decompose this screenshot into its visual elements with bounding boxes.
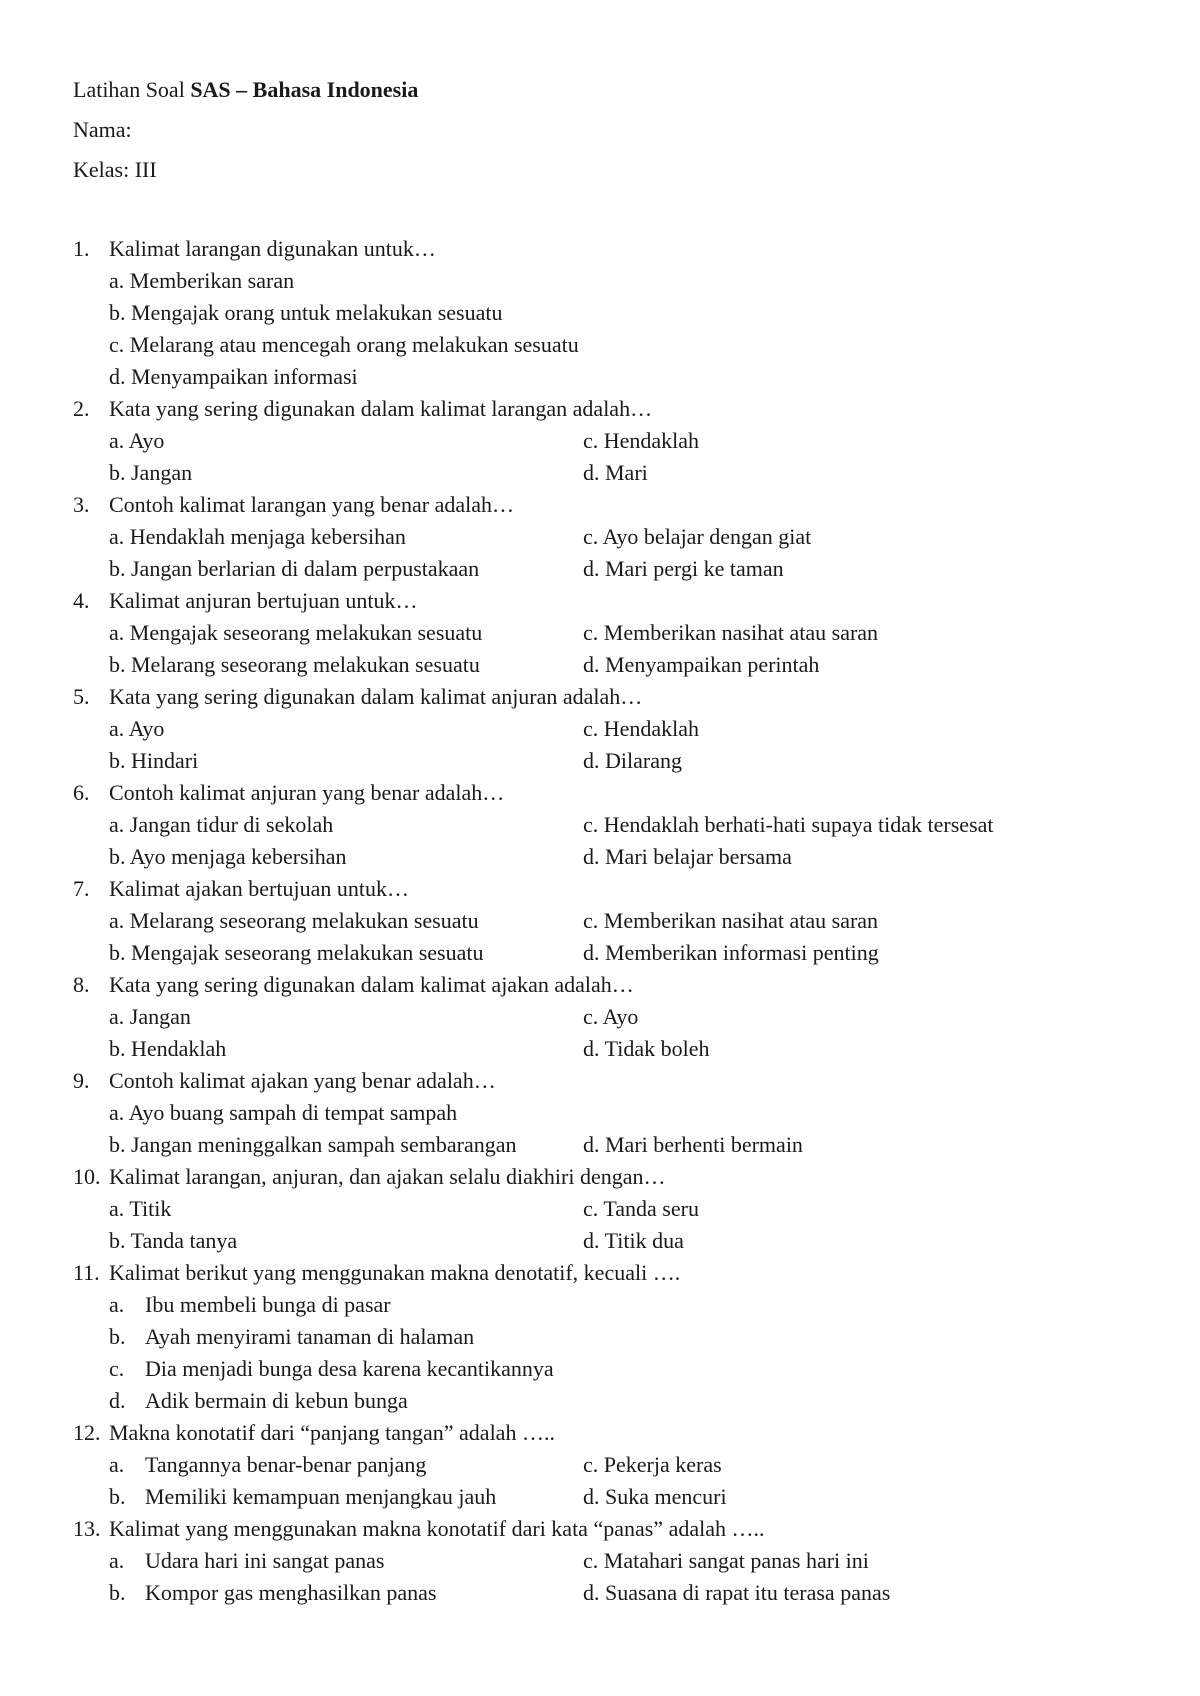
option-row xyxy=(73,713,1133,745)
option-text: Adik bermain di kebun bunga xyxy=(145,1388,408,1413)
option-row xyxy=(73,1449,1133,1481)
question-number: 6. xyxy=(73,780,90,805)
answer-option xyxy=(583,1193,699,1225)
answer-option xyxy=(583,713,699,745)
question-text: Contoh kalimat anjuran yang benar adalah… xyxy=(109,780,505,805)
answer-option xyxy=(109,265,294,297)
option-text: Jangan berlarian di dalam perpustakaan xyxy=(131,556,480,581)
answer-option xyxy=(583,1449,722,1481)
option-row xyxy=(73,1225,1133,1257)
header-spacer xyxy=(73,190,1133,233)
option-letter: a. xyxy=(109,620,125,645)
option-letter: c. xyxy=(583,812,599,837)
option-row xyxy=(73,1545,1133,1577)
option-letter: d. xyxy=(583,1228,600,1253)
option-letter: a. xyxy=(109,1100,125,1125)
answer-option xyxy=(109,745,198,777)
question-text: Kata yang sering digunakan dalam kalimat anjuran adalah… xyxy=(109,684,643,709)
option-letter: a. xyxy=(109,908,125,933)
option-letter: d. xyxy=(583,1036,600,1061)
option-text: Dia menjadi bunga desa karena kecantikannya xyxy=(145,1356,554,1381)
question-number: 5. xyxy=(73,684,90,709)
option-letter: b. xyxy=(109,300,126,325)
question-text: Kalimat yang menggunakan makna konotatif dari kata “panas” adalah ….. xyxy=(109,1516,765,1541)
option-letter: b. xyxy=(109,460,126,485)
question-number: 3. xyxy=(73,492,90,517)
answer-option xyxy=(109,1545,384,1577)
option-letter: d. xyxy=(583,652,600,677)
question-list xyxy=(73,233,1133,1609)
option-text: Jangan tidur di sekolah xyxy=(129,812,334,837)
option-letter: c. xyxy=(583,1196,599,1221)
question-item xyxy=(73,393,1133,489)
answer-option xyxy=(109,361,358,393)
option-letter: d. xyxy=(583,748,600,773)
question-line xyxy=(73,233,1133,265)
option-text: Udara hari ini sangat panas xyxy=(145,1548,385,1573)
option-letter: d. xyxy=(583,460,600,485)
question-item xyxy=(73,777,1133,873)
option-text: Matahari sangat panas hari ini xyxy=(603,1548,869,1573)
question-line xyxy=(73,1161,1133,1193)
answer-option xyxy=(109,1289,391,1321)
option-text: Suasana di rapat itu terasa panas xyxy=(605,1580,891,1605)
option-letter: c. xyxy=(583,908,599,933)
answer-option xyxy=(109,937,484,969)
option-text: Mengajak seseorang melakukan sesuatu xyxy=(131,940,484,965)
option-letter: d. xyxy=(583,940,600,965)
option-text: Tangannya benar-benar panjang xyxy=(145,1452,427,1477)
answer-option xyxy=(583,1481,727,1513)
answer-option xyxy=(109,617,482,649)
question-line xyxy=(73,393,1133,425)
option-letter: b. xyxy=(109,1324,126,1349)
option-text: Ayo xyxy=(602,1004,639,1029)
option-row xyxy=(73,1001,1133,1033)
option-row xyxy=(73,1353,1133,1385)
option-letter: c. xyxy=(583,1004,599,1029)
option-text: Titik dua xyxy=(604,1228,684,1253)
option-row xyxy=(73,745,1133,777)
title-prefix: Latihan Soal xyxy=(73,77,191,102)
question-text: Kalimat larangan digunakan untuk… xyxy=(109,236,436,261)
answer-option xyxy=(109,553,479,585)
worksheet-page xyxy=(73,70,1133,1609)
option-text: Melarang seseorang melakukan sesuatu xyxy=(129,908,479,933)
answer-option xyxy=(583,1545,869,1577)
option-letter: a. xyxy=(109,268,125,293)
option-letter: a. xyxy=(109,1292,125,1317)
option-letter: b. xyxy=(109,1036,126,1061)
option-letter: a. xyxy=(109,1196,125,1221)
answer-option xyxy=(109,841,346,873)
answer-option xyxy=(109,329,579,361)
question-item xyxy=(73,681,1133,777)
option-letter: a. xyxy=(109,428,125,453)
question-line xyxy=(73,1257,1133,1289)
option-text: Jangan xyxy=(131,460,193,485)
option-text: Hendaklah berhati-hati supaya tidak tersesat xyxy=(603,812,994,837)
question-number: 12. xyxy=(73,1420,101,1445)
option-row xyxy=(73,1033,1133,1065)
answer-option xyxy=(583,425,699,457)
option-letter: b. xyxy=(109,940,126,965)
option-letter: a. xyxy=(109,524,125,549)
question-item xyxy=(73,489,1133,585)
question-item xyxy=(73,585,1133,681)
option-text: Ayo belajar dengan giat xyxy=(602,524,812,549)
option-row xyxy=(73,617,1133,649)
option-row xyxy=(73,1097,1133,1129)
answer-option xyxy=(583,745,682,777)
option-row xyxy=(73,1385,1133,1417)
question-line xyxy=(73,585,1133,617)
option-text: Mari xyxy=(605,460,648,485)
option-row xyxy=(73,1321,1133,1353)
option-row xyxy=(73,521,1133,553)
question-line xyxy=(73,489,1133,521)
question-line xyxy=(73,1065,1133,1097)
option-text: Mengajak orang untuk melakukan sesuatu xyxy=(131,300,503,325)
answer-option xyxy=(109,809,333,841)
question-line xyxy=(73,1513,1133,1545)
question-number: 2. xyxy=(73,396,90,421)
question-number: 1. xyxy=(73,236,90,261)
option-text: Jangan meninggalkan sampah sembarangan xyxy=(131,1132,517,1157)
option-row xyxy=(73,1193,1133,1225)
option-text: Hendaklah xyxy=(603,428,700,453)
question-number: 10. xyxy=(73,1164,101,1189)
option-letter: c. xyxy=(583,620,599,645)
answer-option xyxy=(583,905,878,937)
option-text: Tanda tanya xyxy=(130,1228,238,1253)
option-row xyxy=(73,457,1133,489)
answer-option xyxy=(583,649,819,681)
option-letter: b. xyxy=(109,556,126,581)
option-letter: a. xyxy=(109,716,125,741)
option-letter: c. xyxy=(583,716,599,741)
option-letter: c. xyxy=(583,428,599,453)
answer-option xyxy=(109,1225,237,1257)
question-item xyxy=(73,1257,1133,1417)
question-item xyxy=(73,873,1133,969)
answer-option xyxy=(109,1449,426,1481)
option-text: Ayo xyxy=(128,428,165,453)
option-text: Memberikan nasihat atau saran xyxy=(603,908,879,933)
option-text: Tidak boleh xyxy=(604,1036,710,1061)
option-row xyxy=(73,265,1133,297)
option-row xyxy=(73,1129,1133,1161)
answer-option xyxy=(109,1353,554,1385)
worksheet-title xyxy=(73,70,1133,110)
option-letter: b. xyxy=(109,844,126,869)
option-letter: c. xyxy=(583,1548,599,1573)
option-text: Menyampaikan informasi xyxy=(131,364,358,389)
option-letter: c. xyxy=(583,524,599,549)
option-text: Mengajak seseorang melakukan sesuatu xyxy=(129,620,483,645)
option-text: Ibu membeli bunga di pasar xyxy=(145,1292,391,1317)
option-letter: d. xyxy=(109,364,126,389)
answer-option xyxy=(583,809,994,841)
question-text: Kalimat berikut yang menggunakan makna denotatif, kecuali …. xyxy=(109,1260,681,1285)
question-number: 11. xyxy=(73,1260,100,1285)
option-text: Kompor gas menghasilkan panas xyxy=(145,1580,437,1605)
option-letter: c. xyxy=(109,1356,125,1381)
answer-option xyxy=(583,457,648,489)
option-text: Hendaklah xyxy=(131,1036,227,1061)
option-text: Titik xyxy=(129,1196,172,1221)
question-item xyxy=(73,1417,1133,1513)
answer-option xyxy=(109,649,480,681)
option-row xyxy=(73,905,1133,937)
option-letter: b. xyxy=(109,1132,126,1157)
option-letter: b. xyxy=(109,1580,126,1605)
answer-option xyxy=(109,1193,171,1225)
option-letter: d. xyxy=(583,1132,600,1157)
answer-option xyxy=(109,1001,191,1033)
answer-option xyxy=(109,297,502,329)
answer-option xyxy=(109,425,164,457)
option-text: Pekerja keras xyxy=(603,1452,722,1477)
option-text: Mari berhenti bermain xyxy=(605,1132,803,1157)
question-number: 4. xyxy=(73,588,90,613)
question-line xyxy=(73,681,1133,713)
option-text: Memberikan saran xyxy=(129,268,295,293)
question-text: Kalimat ajakan bertujuan untuk… xyxy=(109,876,409,901)
option-text: Ayo buang sampah di tempat sampah xyxy=(128,1100,458,1125)
name-field-label: Nama: xyxy=(73,117,132,142)
option-text: Memiliki kemampuan menjangkau jauh xyxy=(145,1484,497,1509)
question-text: Makna konotatif dari “panjang tangan” adalah ….. xyxy=(109,1420,555,1445)
option-text: Ayo menjaga kebersihan xyxy=(129,844,347,869)
answer-option xyxy=(583,1001,638,1033)
answer-option xyxy=(109,1033,226,1065)
option-row xyxy=(73,1289,1133,1321)
question-item xyxy=(73,1513,1133,1609)
question-item xyxy=(73,1065,1133,1161)
class-field-label: Kelas: III xyxy=(73,157,157,182)
option-letter: c. xyxy=(109,332,125,357)
answer-option xyxy=(109,905,479,937)
option-text: Melarang seseorang melakukan sesuatu xyxy=(131,652,480,677)
question-number: 13. xyxy=(73,1516,101,1541)
question-text: Contoh kalimat larangan yang benar adalah… xyxy=(109,492,515,517)
option-text: Jangan xyxy=(129,1004,191,1029)
option-row xyxy=(73,361,1133,393)
answer-option xyxy=(583,1225,684,1257)
option-row xyxy=(73,425,1133,457)
option-text: Ayah menyirami tanaman di halaman xyxy=(145,1324,475,1349)
option-text: Hendaklah menjaga kebersihan xyxy=(129,524,406,549)
answer-option xyxy=(109,1385,408,1417)
question-line xyxy=(73,969,1133,1001)
question-text: Kalimat larangan, anjuran, dan ajakan selalu diakhiri dengan… xyxy=(109,1164,666,1189)
option-letter: d. xyxy=(583,556,600,581)
option-row xyxy=(73,937,1133,969)
question-text: Kata yang sering digunakan dalam kalimat ajakan adalah… xyxy=(109,972,634,997)
answer-option xyxy=(583,1577,890,1609)
answer-option xyxy=(109,1129,516,1161)
option-letter: d. xyxy=(583,1580,600,1605)
answer-option xyxy=(109,1321,474,1353)
question-text: Kata yang sering digunakan dalam kalimat larangan adalah… xyxy=(109,396,653,421)
option-letter: c. xyxy=(583,1452,599,1477)
option-letter: b. xyxy=(109,652,126,677)
option-row xyxy=(73,553,1133,585)
option-letter: b. xyxy=(109,1228,126,1253)
option-text: Memberikan informasi penting xyxy=(605,940,879,965)
option-letter: b. xyxy=(109,748,126,773)
option-row xyxy=(73,809,1133,841)
option-letter: a. xyxy=(109,812,125,837)
answer-option xyxy=(583,617,878,649)
option-text: Memberikan nasihat atau saran xyxy=(603,620,879,645)
option-row xyxy=(73,297,1133,329)
answer-option xyxy=(583,521,811,553)
option-text: Tanda seru xyxy=(603,1196,699,1221)
option-letter: a. xyxy=(109,1548,125,1573)
question-text: Contoh kalimat ajakan yang benar adalah… xyxy=(109,1068,496,1093)
option-row xyxy=(73,841,1133,873)
option-row xyxy=(73,649,1133,681)
option-text: Hindari xyxy=(131,748,199,773)
question-item xyxy=(73,1161,1133,1257)
question-item xyxy=(73,969,1133,1065)
option-letter: d. xyxy=(583,844,600,869)
option-letter: d. xyxy=(583,1484,600,1509)
option-letter: a. xyxy=(109,1004,125,1029)
answer-option xyxy=(583,937,879,969)
option-text: Suka mencuri xyxy=(605,1484,727,1509)
option-row xyxy=(73,329,1133,361)
option-letter: d. xyxy=(109,1388,126,1413)
question-number: 9. xyxy=(73,1068,90,1093)
option-row xyxy=(73,1481,1133,1513)
question-line xyxy=(73,777,1133,809)
answer-option xyxy=(109,1097,457,1129)
answer-option xyxy=(583,1129,803,1161)
answer-option xyxy=(109,521,406,553)
option-row xyxy=(73,1577,1133,1609)
option-text: Mari pergi ke taman xyxy=(605,556,784,581)
answer-option xyxy=(109,1577,436,1609)
question-line xyxy=(73,873,1133,905)
option-text: Menyampaikan perintah xyxy=(605,652,820,677)
title-subject: SAS – Bahasa Indonesia xyxy=(190,77,419,102)
answer-option xyxy=(583,841,792,873)
question-number: 7. xyxy=(73,876,90,901)
answer-option xyxy=(109,713,164,745)
question-line xyxy=(73,1417,1133,1449)
option-letter: a. xyxy=(109,1452,125,1477)
option-text: Hendaklah xyxy=(603,716,700,741)
answer-option xyxy=(583,1033,710,1065)
option-text: Dilarang xyxy=(605,748,682,773)
option-text: Melarang atau mencegah orang melakukan sesuatu xyxy=(129,332,579,357)
option-text: Mari belajar bersama xyxy=(605,844,792,869)
answer-option xyxy=(109,1481,496,1513)
answer-option xyxy=(583,553,784,585)
question-number: 8. xyxy=(73,972,90,997)
option-letter: b. xyxy=(109,1484,126,1509)
answer-option xyxy=(109,457,192,489)
question-item xyxy=(73,233,1133,393)
option-text: Ayo xyxy=(128,716,165,741)
question-text: Kalimat anjuran bertujuan untuk… xyxy=(109,588,418,613)
